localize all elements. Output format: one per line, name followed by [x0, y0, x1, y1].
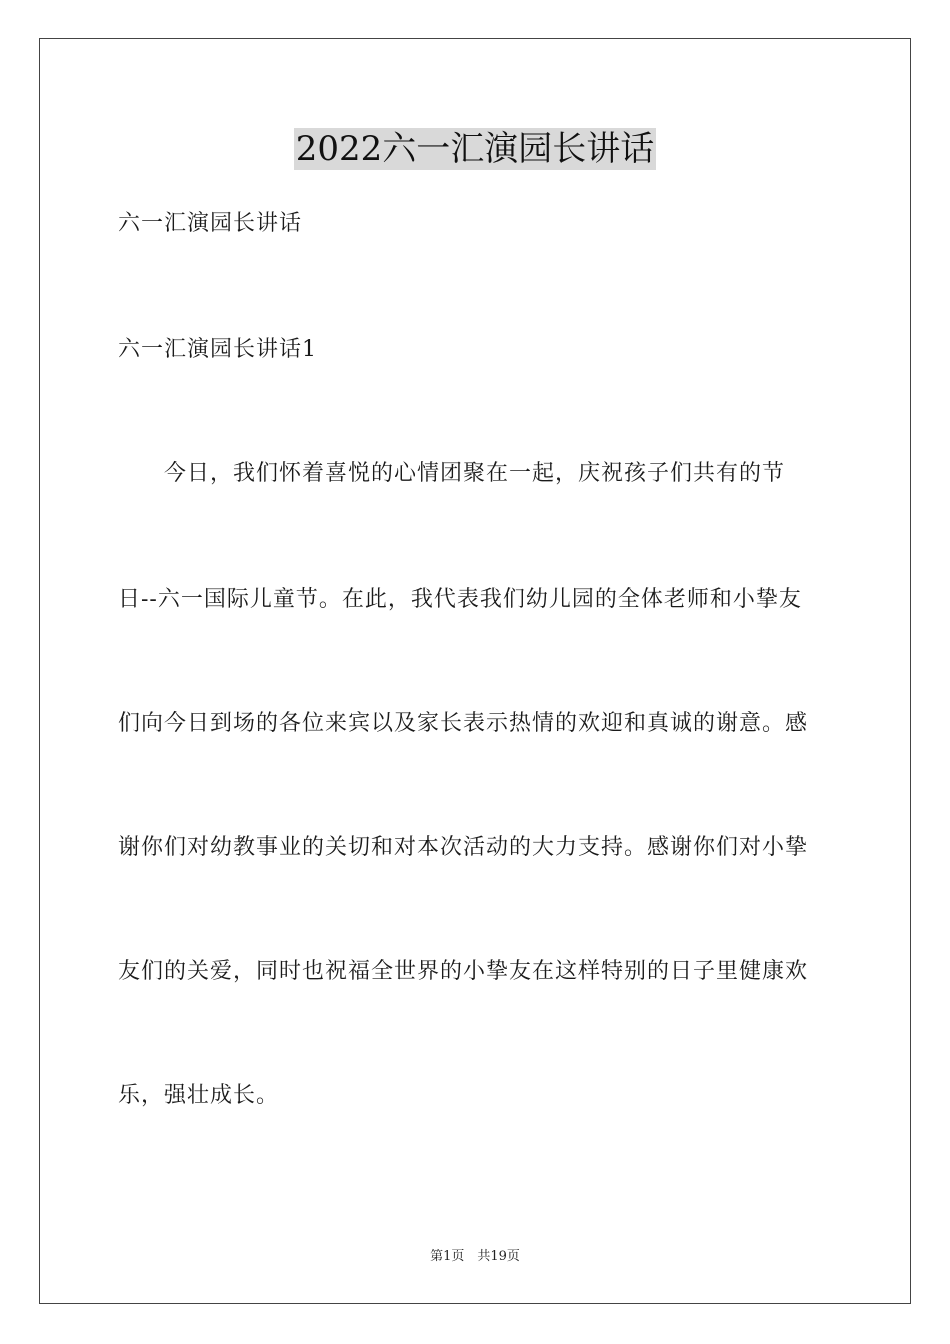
- title-container: [0, 128, 950, 170]
- section-heading: 六一汇演园长讲话1: [118, 337, 317, 362]
- paragraph-line: 谢你们对幼教事业的关切和对本次活动的大力支持。感谢你们对小挚: [118, 835, 809, 860]
- page-footer: 第1页 共19页: [430, 1249, 520, 1264]
- paragraph-line: 今日，我们怀着喜悦的心情团聚在一起，庆祝孩子们共有的节: [118, 461, 786, 486]
- paragraph-line: 友们的关爱，同时也祝福全世界的小挚友在这样特别的日子里健康欢: [118, 959, 809, 984]
- paragraph-line: 们向今日到场的各位来宾以及家长表示热情的欢迎和真诚的谢意。感: [118, 711, 809, 736]
- paragraph-line: 乐，强壮成长。: [118, 1083, 280, 1108]
- paragraph-line: 日--六一国际儿童节。在此，我代表我们幼儿园的全体老师和小挚友: [118, 587, 802, 612]
- document-title: 2022六一汇演园长讲话: [295, 129, 655, 169]
- subtitle-line: 六一汇演园长讲话: [118, 211, 303, 236]
